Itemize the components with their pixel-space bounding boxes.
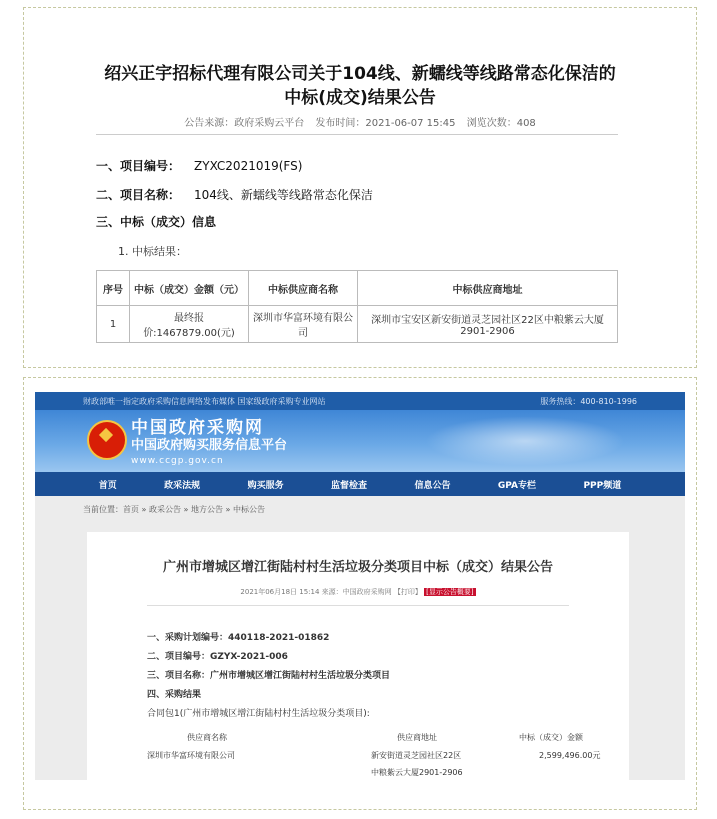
divider [96,134,618,135]
project-number: 二、项目编号：GZYX-2021-006 [147,652,288,662]
nav-item-supervision[interactable]: 监督检查 [331,480,368,491]
nav-item-regulations[interactable]: 政采法规 [164,480,201,491]
package-label: 合同包1(广州市增城区增江街陆村村生活垃圾分类项目): [147,709,370,719]
announcement-title: 绍兴正宇招标代理有限公司关于104线、新蠕线等线路常态化保洁的 中标(成交)结果公告 [104,64,616,108]
announcement-card [87,532,629,780]
col-address: 中标供应商地址 [358,271,618,306]
page-title: 广州市增城区增江街陆村村生活垃圾分类项目中标（成交）结果公告 [162,560,553,575]
project-name: 三、项目名称：广州市增城区增江街陆村村生活垃圾分类项目 [147,671,391,681]
award-amount: 2,599,496.00元 [539,751,601,760]
meta-time: 发布时间：2021-06-07 15:45 [315,118,456,129]
nav-item-gpa[interactable]: GPA专栏 [497,480,537,491]
meta-source: 公告来源：政府采购云平台 [184,118,305,129]
section-project-name: 二、项目名称： 104线、新蠕线等线路常态化保洁 [96,188,373,202]
national-emblem-icon [87,420,127,460]
plan-number: 一、采购计划编号：440118-2021-01862 [147,633,330,643]
procurement-result: 四、采购结果 [147,690,202,700]
col-amount: 中标（成交）金额（元） [130,271,249,306]
section-award-info: 三、中标（成交）信息 [96,215,217,229]
announcement-meta [60,114,660,129]
cloud-decoration [425,416,625,466]
col-header-address: 供应商地址 [397,733,437,742]
nav-item-home[interactable]: 首页 [98,480,117,491]
award-table [96,270,618,343]
table-row: 1 最终报价:1467879.00(元) 深圳市华富环境有限公司 深圳市宝安区新安街道灵芝园社区22区中粮紫云大厦2901-2906 [97,306,618,343]
site-logo[interactable]: 中国政府采购网 中国政府购买服务信息平台 www.ccgp.gov.cn [131,418,288,466]
announcement-meta: 2021年06月18日 15:14 来源：中国政府采购网 【打印】 [显示公告概要] [240,588,474,596]
supplier-address-line1: 新安街道灵芝园社区22区 [371,751,462,760]
ccgp-webpage-screenshot [35,392,685,780]
supplier-address-line2: 中粮紫云大厦2901-2906 [371,768,463,777]
award-result-label: 1. 中标结果： [118,245,187,258]
table-header-row [97,271,618,306]
col-header-amount: 中标（成交）金额 [519,733,583,742]
show-summary-button[interactable]: [显示公告概要] [426,588,474,596]
nav-item-services[interactable]: 购买服务 [247,480,284,491]
main-nav [35,472,685,496]
top-info-bar: 财政部唯一指定政府采购信息网络发布媒体 国家级政府采购专业网站 服务热线：400-810-1996 [35,392,685,410]
col-supplier: 中标供应商名称 [249,271,358,306]
col-header-supplier: 供应商名称 [187,733,227,742]
site-banner [35,410,685,472]
supplier-name: 深圳市华富环境有限公司 [147,751,235,760]
section-project-number: 一、项目编号： ZYXC2021019(FS) [96,159,303,173]
divider [147,605,569,606]
meta-views: 浏览次数：408 [466,118,536,129]
nav-item-ppp[interactable]: PPP频道 [583,480,622,491]
col-index: 序号 [97,271,130,306]
breadcrumb[interactable]: 当前位置：首页 » 政采公告 » 地方公告 » 中标公告 [83,505,265,514]
nav-item-announcements[interactable]: 信息公告 [414,480,451,491]
